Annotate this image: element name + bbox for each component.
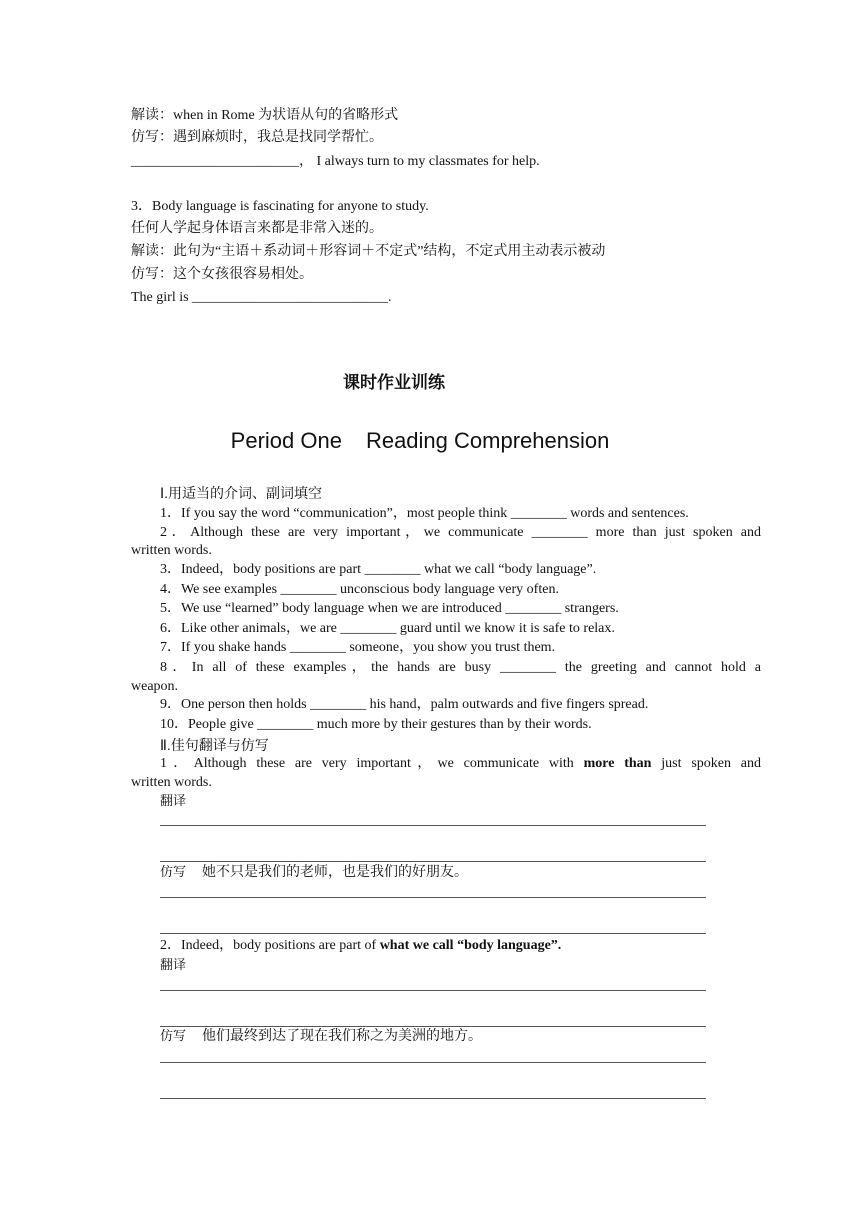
translation-sentence-1-cont: written words. xyxy=(131,775,212,790)
sentence-3-imitation-prompt: 仿写：这个女孩很容易相处。 xyxy=(131,267,313,282)
part-2-title: Ⅱ.佳句翻译与仿写 xyxy=(160,737,269,753)
answer-line[interactable] xyxy=(160,990,706,991)
translate-label: 翻译 xyxy=(160,958,187,973)
exercise-item: 10．People give ________ much more by their gestures than by their words. xyxy=(160,717,592,732)
exercise-item: 2．Although these are very important，we communicate ________ more than just spoken and xyxy=(160,525,761,540)
answer-line[interactable] xyxy=(160,933,706,934)
answer-line[interactable] xyxy=(160,1098,706,1099)
imitation-prompt: 仿写：遇到麻烦时，我总是找同学帮忙。 xyxy=(131,130,383,145)
sentence-3-translation: 任何人学起身体语言来都是非常入迷的。 xyxy=(131,221,383,236)
imitate-prompt-1: 仿写 她不只是我们的老师，也是我们的好朋友。 xyxy=(160,865,469,880)
exercise-item: 5．We use “learned” body language when we are introduced ________ strangers. xyxy=(160,601,619,616)
answer-line[interactable] xyxy=(160,897,706,898)
section-heading-en: Period One Reading Comprehension xyxy=(230,428,610,453)
answer-line[interactable] xyxy=(160,861,706,862)
imitation-answer-line: ________________________， I always turn to my classmates for help. xyxy=(131,154,540,169)
exercise-item: 4．We see examples ________ unconscious body language very often. xyxy=(160,582,559,597)
translate-label: 翻译 xyxy=(160,794,187,809)
answer-line[interactable] xyxy=(160,1026,706,1027)
part-1-title: Ⅰ.用适当的介词、副词填空 xyxy=(160,485,323,501)
exercise-item: 7．If you shake hands ________ someone，you show you trust them. xyxy=(160,640,556,655)
imitate-label: 仿写 xyxy=(160,865,187,880)
answer-blank[interactable]: ________________________ xyxy=(131,154,299,169)
exercise-item: 1．If you say the word “communication”，most people think ________ words and sentences. xyxy=(160,506,689,521)
translation-sentence-1: 1．Although these are very important，we communicate with more than just spoken and xyxy=(160,756,761,771)
exercise-item: 3．Indeed，body positions are part ________ what we call “body language”. xyxy=(160,562,597,577)
imitate-prompt-2: 仿写 他们最终到达了现在我们称之为美洲的地方。 xyxy=(160,1029,483,1044)
exercise-item-cont: written words. xyxy=(131,543,212,558)
exercise-item: 6．Like other animals，we are ________ guard until we know it is safe to relax. xyxy=(160,621,615,636)
answer-line[interactable] xyxy=(160,1062,706,1063)
answer-line[interactable] xyxy=(160,825,706,826)
sentence-3-interpretation: 解读：此句为“主语＋系动词＋形容词＋不定式”结构，不定式用主动表示被动 xyxy=(131,244,606,259)
exercise-item-cont: weapon. xyxy=(131,679,179,694)
sentence-3: 3．Body language is fascinating for anyone to study. xyxy=(131,199,429,214)
translation-sentence-2: 2．Indeed，body positions are part of what we call “body language”. xyxy=(160,938,562,953)
exercise-item: 8．In all of these examples，the hands are busy ________ the greeting and cannot hold a xyxy=(160,660,761,675)
section-heading-cn: 课时作业训练 xyxy=(343,373,445,393)
imitate-label: 仿写 xyxy=(160,1029,187,1044)
exercise-item: 9．One person then holds ________ his hand，palm outwards and five fingers spread. xyxy=(160,697,649,712)
interpretation-line: 解读：when in Rome 为状语从句的省略形式 xyxy=(131,108,399,123)
sentence-3-answer-line: The girl is ____________________________. xyxy=(131,290,392,305)
